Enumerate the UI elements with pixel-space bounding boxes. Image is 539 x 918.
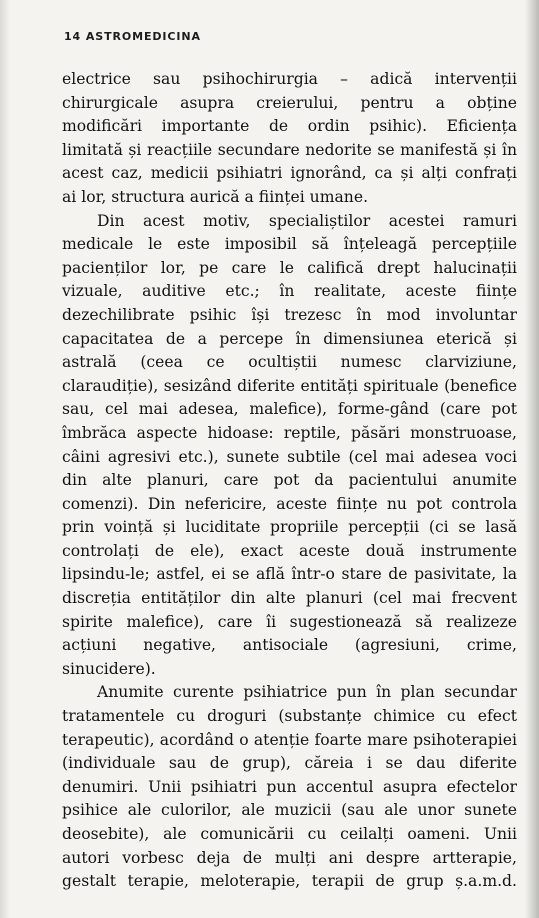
- text-line: medicale le este imposibil să înțeleagă percepțiile: [62, 235, 517, 254]
- text-line: prin voință și luciditate propriile percepții (ci se lasă: [62, 518, 517, 537]
- text-line: discreția entităților din alte planuri (cel mai frecvent: [62, 589, 517, 608]
- text-line: electrice sau psihochirurgia – adică intervenții: [62, 70, 517, 88]
- text-line: spirite malefice), care îi sugestionează să realizeze: [62, 612, 517, 631]
- text-line: Din acest motiv, specialiștilor acestei ramuri: [97, 211, 517, 230]
- page-edge-shadow: [525, 0, 539, 918]
- text-line: acțiuni negative, antisociale (agresiuni, crime,: [62, 636, 517, 655]
- text-line: tratamentele cu droguri (substanțe chimice cu efect: [62, 707, 517, 726]
- text-line: autori vorbesc deja de mulți ani despre artterapie,: [62, 848, 517, 867]
- text-line: gestalt terapie, meloterapie, terapii de grup ș.a.m.d.: [62, 872, 517, 891]
- text-line: acest caz, medicii psihiatri ignorând, ca și alți confrați: [62, 164, 517, 183]
- text-line: chirurgicale asupra creierului, pentru a obține: [62, 93, 517, 112]
- text-line: limitată și reacțiile secundare nedorite se manifestă și în: [62, 140, 517, 159]
- text-line: (individuale sau de grup), căreia i se dau diferite: [62, 754, 517, 773]
- text-line: astrală (ceea ce ocultiștii numesc clarviziune,: [62, 353, 517, 372]
- text-line: capacitatea de a percepe în dimensiunea eterică și: [62, 329, 517, 348]
- text-line: modificări importante de ordin psihic). Eficiența: [62, 117, 517, 136]
- text-line: pacienților lor, pe care le califică drept halucinații: [62, 258, 517, 277]
- text-line: sinucidere).: [62, 659, 156, 678]
- text-line: din alte planuri, care pot da pacientului anumite: [62, 471, 517, 490]
- text-line: psihice ale culorilor, ale muzicii (sau ale unor sunete: [62, 801, 517, 820]
- text-line: sau, cel mai adesea, malefice), forme-gând (care pot: [62, 400, 517, 419]
- text-line: terapeutic), acordând o atenție foarte mare psihoterapiei: [62, 730, 517, 749]
- text-line: claraudiție), sesizând diferite entități spirituale (benefice: [62, 376, 517, 395]
- text-line: ai lor, structura aurică a ființei umane.: [62, 187, 369, 206]
- text-line: câini agresivi etc.), sunete subtile (cel mai adesea voci: [62, 447, 517, 466]
- text-line: Anumite curente psihiatrice pun în plan secundar: [97, 683, 517, 702]
- text-line: lipsindu-le; astfel, ei se află într-o stare de pasivitate, la: [62, 565, 517, 584]
- page-gutter-shadow: [0, 0, 10, 918]
- text-line: deosebite), ale comunicării cu ceilalți oameni. Unii: [62, 825, 517, 843]
- book-title: ASTROMEDICINA: [85, 30, 201, 43]
- text-line: comenzi). Din nefericire, aceste ființe nu pot controla: [62, 494, 517, 513]
- page-number: 14: [64, 30, 82, 43]
- text-line: controlați de ele), exact aceste două instrumente: [62, 541, 517, 560]
- text-line: dezechilibrate psihic își trezesc în mod involuntar: [62, 305, 517, 324]
- body-text: [62, 68, 517, 894]
- running-header: [64, 30, 201, 43]
- text-line: vizuale, auditive etc.; în realitate, aceste ființe: [62, 282, 517, 301]
- text-line: denumiri. Unii psihiatri pun accentul asupra efectelor: [62, 777, 517, 796]
- text-line: îmbrăca aspecte hidoase: reptile, păsări monstruoase,: [62, 423, 517, 442]
